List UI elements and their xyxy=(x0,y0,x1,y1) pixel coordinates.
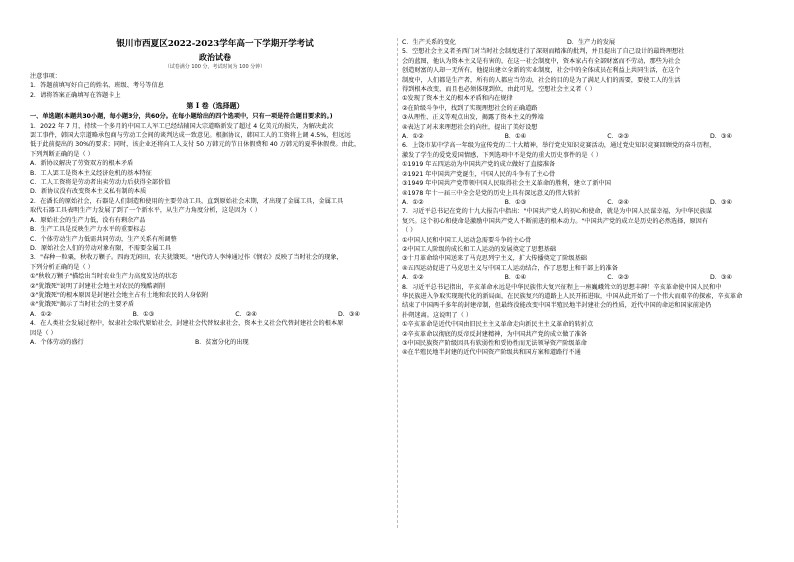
option: B．生产工具是反映生产力水平的重要标志 xyxy=(30,226,146,234)
statement: ④"犹饿死"揭示了当时社会的主要矛盾 xyxy=(30,301,135,309)
question-line: 下列分析正确的是（ ） xyxy=(30,263,94,271)
statement: ①1919 年五四运动为中国共产党的成立做好了直接准备 xyxy=(402,161,556,169)
answer-choices xyxy=(402,198,732,207)
answer-choice: C．②③ xyxy=(607,274,629,282)
statement: ②中国工人阶级的成长和工人运动的发展奠定了思想基础 xyxy=(402,245,557,253)
answer-choice: B．①④ xyxy=(504,133,527,141)
option: C．个体劳动生产力低需共同劳动，生产关系有所调整 xyxy=(30,235,177,243)
statement: ③中国民族资产阶级因具有软弱性和妥协性而无法领导资产阶级革命 xyxy=(402,340,587,347)
right-column xyxy=(402,38,772,358)
answer-choice: B．①③ xyxy=(132,310,155,318)
question-line: 下列判断正确的是（ ） xyxy=(30,150,94,158)
question-line: 会的蓝图，他认为资本主义是有害的，在这一社会制度中，资本家占有全部财富而不劳动，那些为社会 xyxy=(402,57,681,65)
statement: ④1978 年十一届三中全会是党的历史上具有深远意义的伟大转折 xyxy=(402,189,580,197)
exam-title: 银川市西夏区2022-2023学年高一下学期开学考试 xyxy=(116,39,314,49)
answer-choice: B．①④ xyxy=(504,274,527,282)
question-line: 8．习近平总书记指出，辛亥革命永远是中华民族伟大复兴征程上一座巍峨耸立的思想丰碑！辛亥革命使中国人民和中 xyxy=(402,283,722,291)
answer-choice: D．③④ xyxy=(709,133,732,141)
answer-choice: A．①② xyxy=(402,133,424,141)
question-line: 7．习近平总书记在党的十九大报告中指出："中国共产党人的初心和使命，就是为中国人民谋幸福，为中华民族谋 xyxy=(402,208,712,216)
answer-choice: D．③④ xyxy=(337,310,360,318)
question-line: 创造财富的人却一无所有，他提出建立全新的实业制度，社会中的全体成员在利益上共同生活，在这个 xyxy=(402,67,681,75)
question-6 xyxy=(402,141,772,207)
note-item: 2．请将答案正确填写在答题卡上 xyxy=(30,91,121,99)
question-3 xyxy=(30,253,400,319)
statement: ③1949 年中国共产党带领中国人民取得社会主义革命的胜利，建立了新中国 xyxy=(402,180,611,188)
question-line: 华民族进入争取实现现代化的新局面，在民族复兴的道路上人民开拓进取，中国从此开始了一个伟大而艰辛的探索，辛亥革命 xyxy=(402,292,743,300)
statement: ③十月革命给中国送来了马克思列宁主义，扩大传播奠定了阶级基础 xyxy=(402,255,587,263)
question-line: 2．在潘长的原始社会，石器是人们制造和使用的主要劳动工具，直到原始社会末期，才出现了金属工具，金属工具 xyxy=(30,197,344,205)
answer-choices xyxy=(30,338,400,347)
question-line: 1．2022 年 7 月，持续一个多月的中国工人军工已经结辅国大宗道略新发了超过 4 亿美元的损失，为解决此次 xyxy=(30,122,334,130)
question-line: 罢工事件，韩国大宗道略承包商与劳动工会间的谈判达成一致意见。根据协议，韩国工人的工资将上调 4.5%，但远远 xyxy=(30,132,351,140)
statement: ②在阶级斗争中，找到了实现理想社会的正确道路 xyxy=(402,104,538,112)
answer-choice: A．①② xyxy=(402,198,424,206)
option: C．工人工资将是劳动者出卖劳动力后获得全部价值 xyxy=(30,179,171,187)
question-4 xyxy=(30,319,400,347)
option: A．原始社会的生产力低，没有有剩余产品 xyxy=(30,216,146,224)
question-line: 6．上饶市某中学高一年级为宣传党的二十大精神，举行党史知识竞赛活动，通过党史知识竞赛回顾党的奋斗历程， xyxy=(402,142,716,150)
question-line: 激发了学生的爱党爱国情感，下列选项中不是党的重大历史事件的是（ ） xyxy=(402,151,602,159)
statement: ④在半殖民地半封建的近代中国资产阶级共和国方案和道路行不通 xyxy=(402,349,581,357)
statement: ②辛亥革命以彻底的反帝反封建精神，为中国共产党的成立做了准备 xyxy=(402,330,587,338)
question-line: 3．"春种一粒粟，秋收万颗子。四海无闲田，农夫犹饿死。"唐代诗人李绅通过作《悯农》反映了当时社会的现象， xyxy=(30,254,343,262)
option: D．原始社会人们的劳动对象有限，不需要金属工具 xyxy=(30,244,171,252)
question-line: 5．空想社会主义者圣西门对当时社会制度进行了深刻而精准的批判，并且提出了自己设计的最终理想社 xyxy=(402,48,685,56)
section-heading: 第 I 卷（选择题） xyxy=(186,101,244,111)
statement: ②1921 年中国共产党诞生，中国人民的斗争有了主心骨 xyxy=(402,170,556,178)
answer-choice: B．①③ xyxy=(504,198,527,206)
statement: ③"犹饿死"的根本原因是封建社会地主占有土地和农民的人身依附 xyxy=(30,291,209,299)
answer-choice: D．③④ xyxy=(709,274,732,282)
statement: ②"犹饿死"说明了封建社会地主对农民的残酷剥削 xyxy=(30,282,165,290)
note-item: 1．答题前填写好自己的姓名、班级、考号等信息 xyxy=(30,82,164,90)
question-1 xyxy=(30,122,400,197)
option: B．贫富分化的出现 xyxy=(195,338,249,346)
option: A．新协议解决了劳资双方的根本矛盾 xyxy=(30,160,134,168)
question-line: 得到根本改变，而且也必须体现到位，由此可见，空想社会主义者（ ） xyxy=(402,86,596,94)
answer-choice: C．②④ xyxy=(235,310,257,318)
question-line: 复兴。这个初心和使命是激励中国共产党人不断前进的根本动力。"中国共产党的成立是历史的必然选择，原因有 xyxy=(402,217,709,225)
question-line: （ ） xyxy=(402,227,417,235)
answer-choices xyxy=(402,38,772,47)
statement: ①辛亥革命是近代中国由旧民主主义革命走向新民主主义革命的转折点 xyxy=(402,321,594,329)
statement: ①"秋收万颗子"描绘出当时农业生产力高度发达的状态 xyxy=(30,273,178,281)
answer-choices xyxy=(402,132,732,141)
exam-subject: 政治试卷 xyxy=(199,52,231,62)
answer-choice: A．①② xyxy=(402,274,424,282)
answer-choice: C．②④ xyxy=(607,198,629,206)
answer-choices xyxy=(402,273,732,282)
question-7 xyxy=(402,207,772,282)
statement: ④表达了对未来理想社会的向往，提出了美好设想 xyxy=(402,123,538,131)
question-line: 因是（ ） xyxy=(30,329,57,337)
question-2 xyxy=(30,197,400,253)
question-line: 制度中，人们都是生产者，所有的人都应当劳动，社会的目的是为了满足人们的需要，要使工人的生活 xyxy=(402,76,681,84)
statement: ④五四运动促进了马克思主义与中国工人运动结合，作了思想上和干部上的准备 xyxy=(402,264,618,272)
left-column xyxy=(30,38,400,347)
statement: ①发现了资本主义的根本矛盾和内在规律 xyxy=(402,95,513,103)
instruction: 一、单选题(本题共30小题，每小题3分，共60分。在每小题给出的四个选项中，只有一项是符合题目要求的。) xyxy=(30,113,333,121)
question-line: 结束了中国两千多年的封建帝制，但最终没能改变中国半殖民地半封建社会的性质，近代中国的命运和国家前途仍 xyxy=(402,302,712,310)
option: A．个体劳动的盛行 xyxy=(30,338,84,346)
question-8 xyxy=(402,283,772,358)
exam-info: （试卷满分 100 分，考试时间为 100 分钟） xyxy=(164,64,266,70)
option: D．新协议没有改变资本主义私有制的本质 xyxy=(30,188,147,196)
question-line: 取代石器工具表明生产力发展了到了一个新水平，从生产力角度分析，这是因为（ ） xyxy=(30,207,261,215)
option: B．工人罢工是资本主义经济危机的基本特征 xyxy=(30,169,152,177)
answer-choice: A．①② xyxy=(30,310,52,318)
answer-choices xyxy=(30,310,360,319)
answer-choice: C．②③ xyxy=(607,133,629,141)
notes-label: 注意事项： xyxy=(30,73,61,80)
question-line: 扑朔迷离。这说明了（ ） xyxy=(402,311,473,319)
statement: ③从理性、正义等观点出发，揭露了资本主义的弊端 xyxy=(402,114,544,122)
option: C．生产关系的变化 xyxy=(402,39,456,46)
question-line: 低于此前提出的 30%的要求；同时，该企业还将向工人支付 50 万韩元的节日休假费和 40 万韩元的夏季休假费。由此， xyxy=(30,141,361,149)
statement: ①中国人民和中国工人运动急需要斗争的主心骨 xyxy=(402,236,532,244)
option: D．生产力的发展 xyxy=(567,39,616,46)
question-5 xyxy=(402,47,772,141)
question-line: 4．在人类社会发展过程中，奴隶社会取代原始社会，封建社会代替奴隶社会，资本主义社会代替封建社会的根本原 xyxy=(30,320,344,328)
answer-choice: D．③④ xyxy=(709,198,732,206)
